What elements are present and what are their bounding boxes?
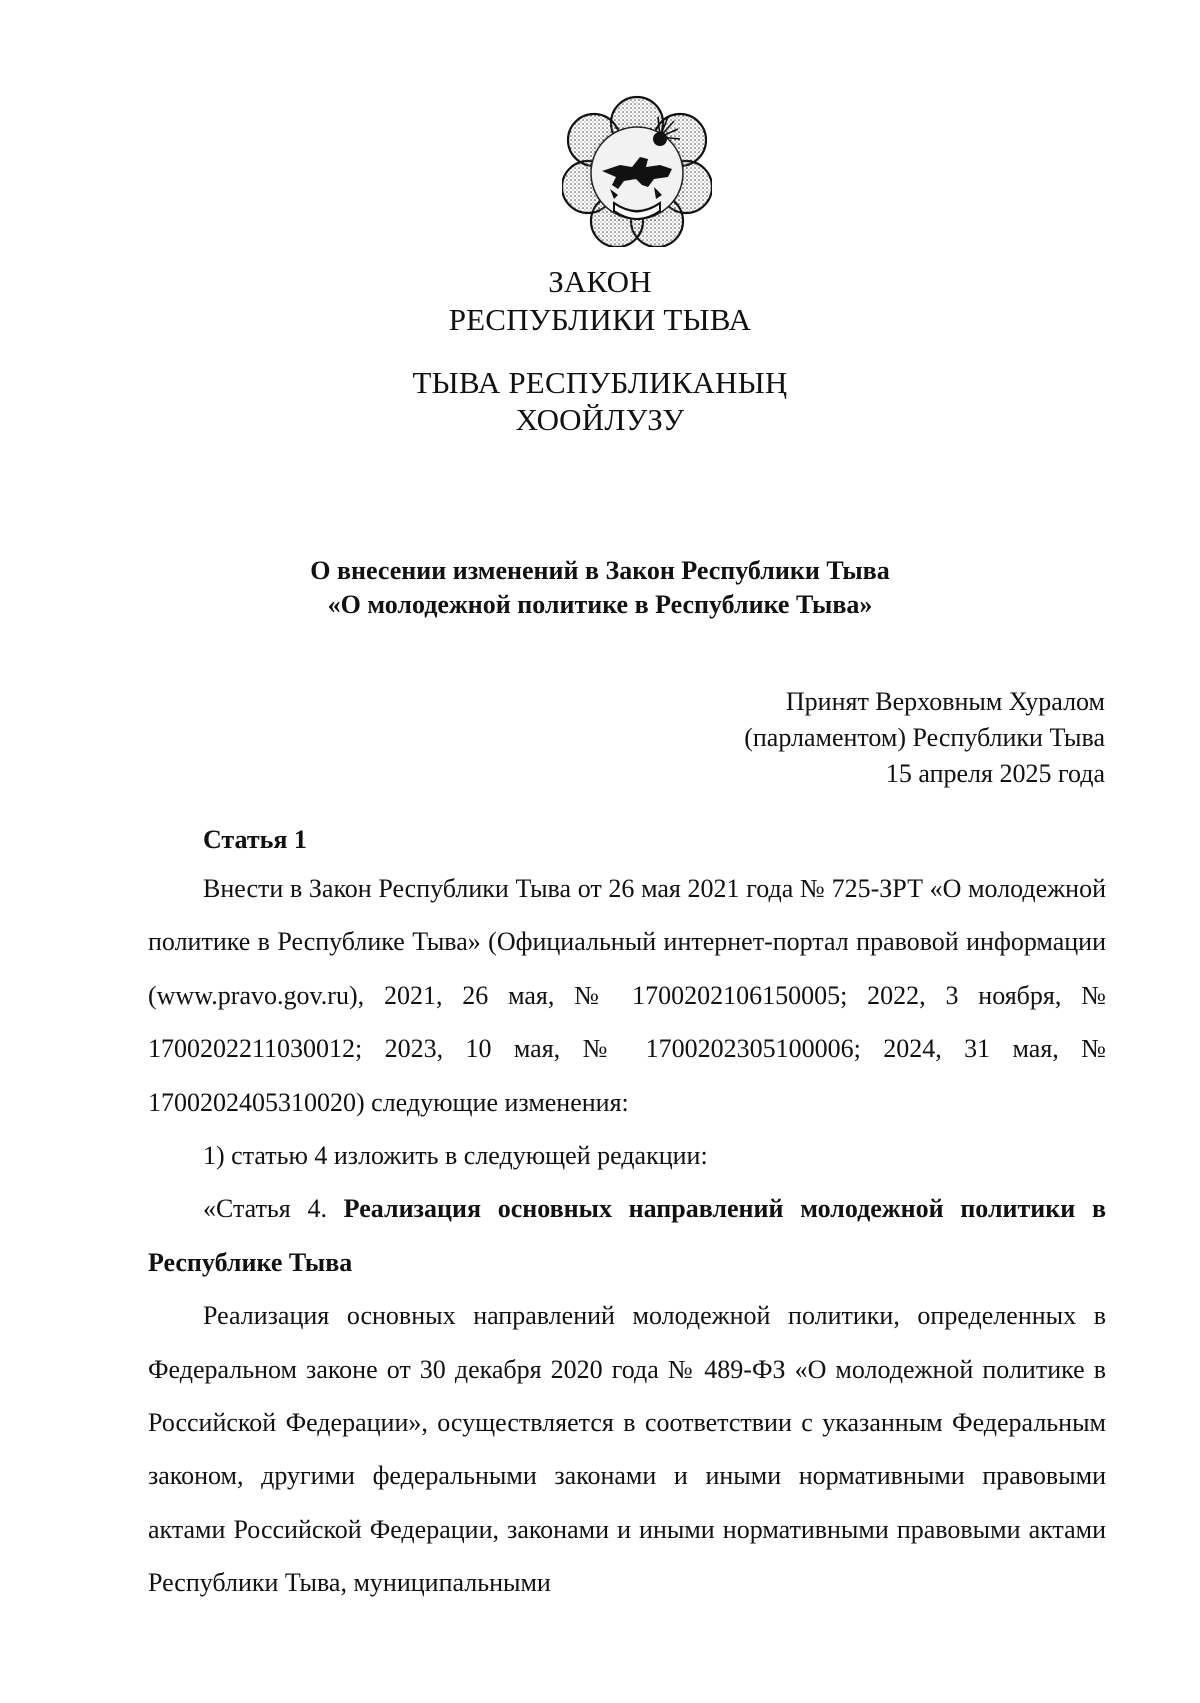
paragraph-article-4-heading: [148, 1182, 1106, 1289]
adoption-date: 15 апреля 2025 года: [885, 759, 1105, 788]
law-heading-line1: ЗАКОН: [548, 264, 652, 299]
law-title-line1: О внесении изменений в Закон Республики Тыва: [310, 556, 890, 585]
law-heading-line4: ХООЙЛУЗУ: [515, 402, 685, 437]
article-title: Статья 1: [203, 825, 307, 854]
tuva-coat-of-arms-icon: [562, 95, 712, 247]
adoption-line1: Принят Верховным Хуралом: [785, 687, 1105, 716]
adoption-line2: (парламентом) Республики Тыва: [744, 723, 1105, 752]
article-4-prefix: «Статья 4.: [203, 1194, 344, 1224]
paragraph-item-1: 1) статью 4 изложить в следующей редакции:: [203, 1141, 708, 1171]
paragraph-amendment-intro: Внести в Закон Республики Тыва от 26 мая 2021 года № 725-ЗРТ «О молодежной политике в Республике Тыва» (Официальный интернет-портал правовой информации (www.pravo.gov.ru), 2021, 26 мая, № 1700202106150005; 2022, 3 ноября, № 1700202211030012; 2023, 10 мая, № 1700202305100006; 2024, 31 мая, № 1700202405310020) следующие изменения:: [148, 874, 1106, 1117]
paragraph-article-4-text: Реализация основных направлений молодежной политики, определенных в Федеральном законе от 30 декабря 2020 года № 489-ФЗ «О молодежной политике в Российской Федерации», осуществляется в соответствии с указанным Федеральным законом, другими федеральными законами и иными нормативными правовыми актами Российской Федерации, законами и иными нормативными правовыми актами Республики Тыва, муниципальными: [148, 1301, 1106, 1598]
article-body: [148, 862, 1106, 1610]
article-4-title: Реализация основных направлений молодежной политики в Республике Тыва: [148, 1194, 1106, 1277]
law-heading-line3: ТЫВА РЕСПУБЛИКАНЫҢ: [412, 365, 788, 400]
law-title-line2: «О молодежной политике в Республике Тыва»: [327, 590, 873, 619]
law-heading-line2: РЕСПУБЛИКИ ТЫВА: [448, 302, 752, 337]
